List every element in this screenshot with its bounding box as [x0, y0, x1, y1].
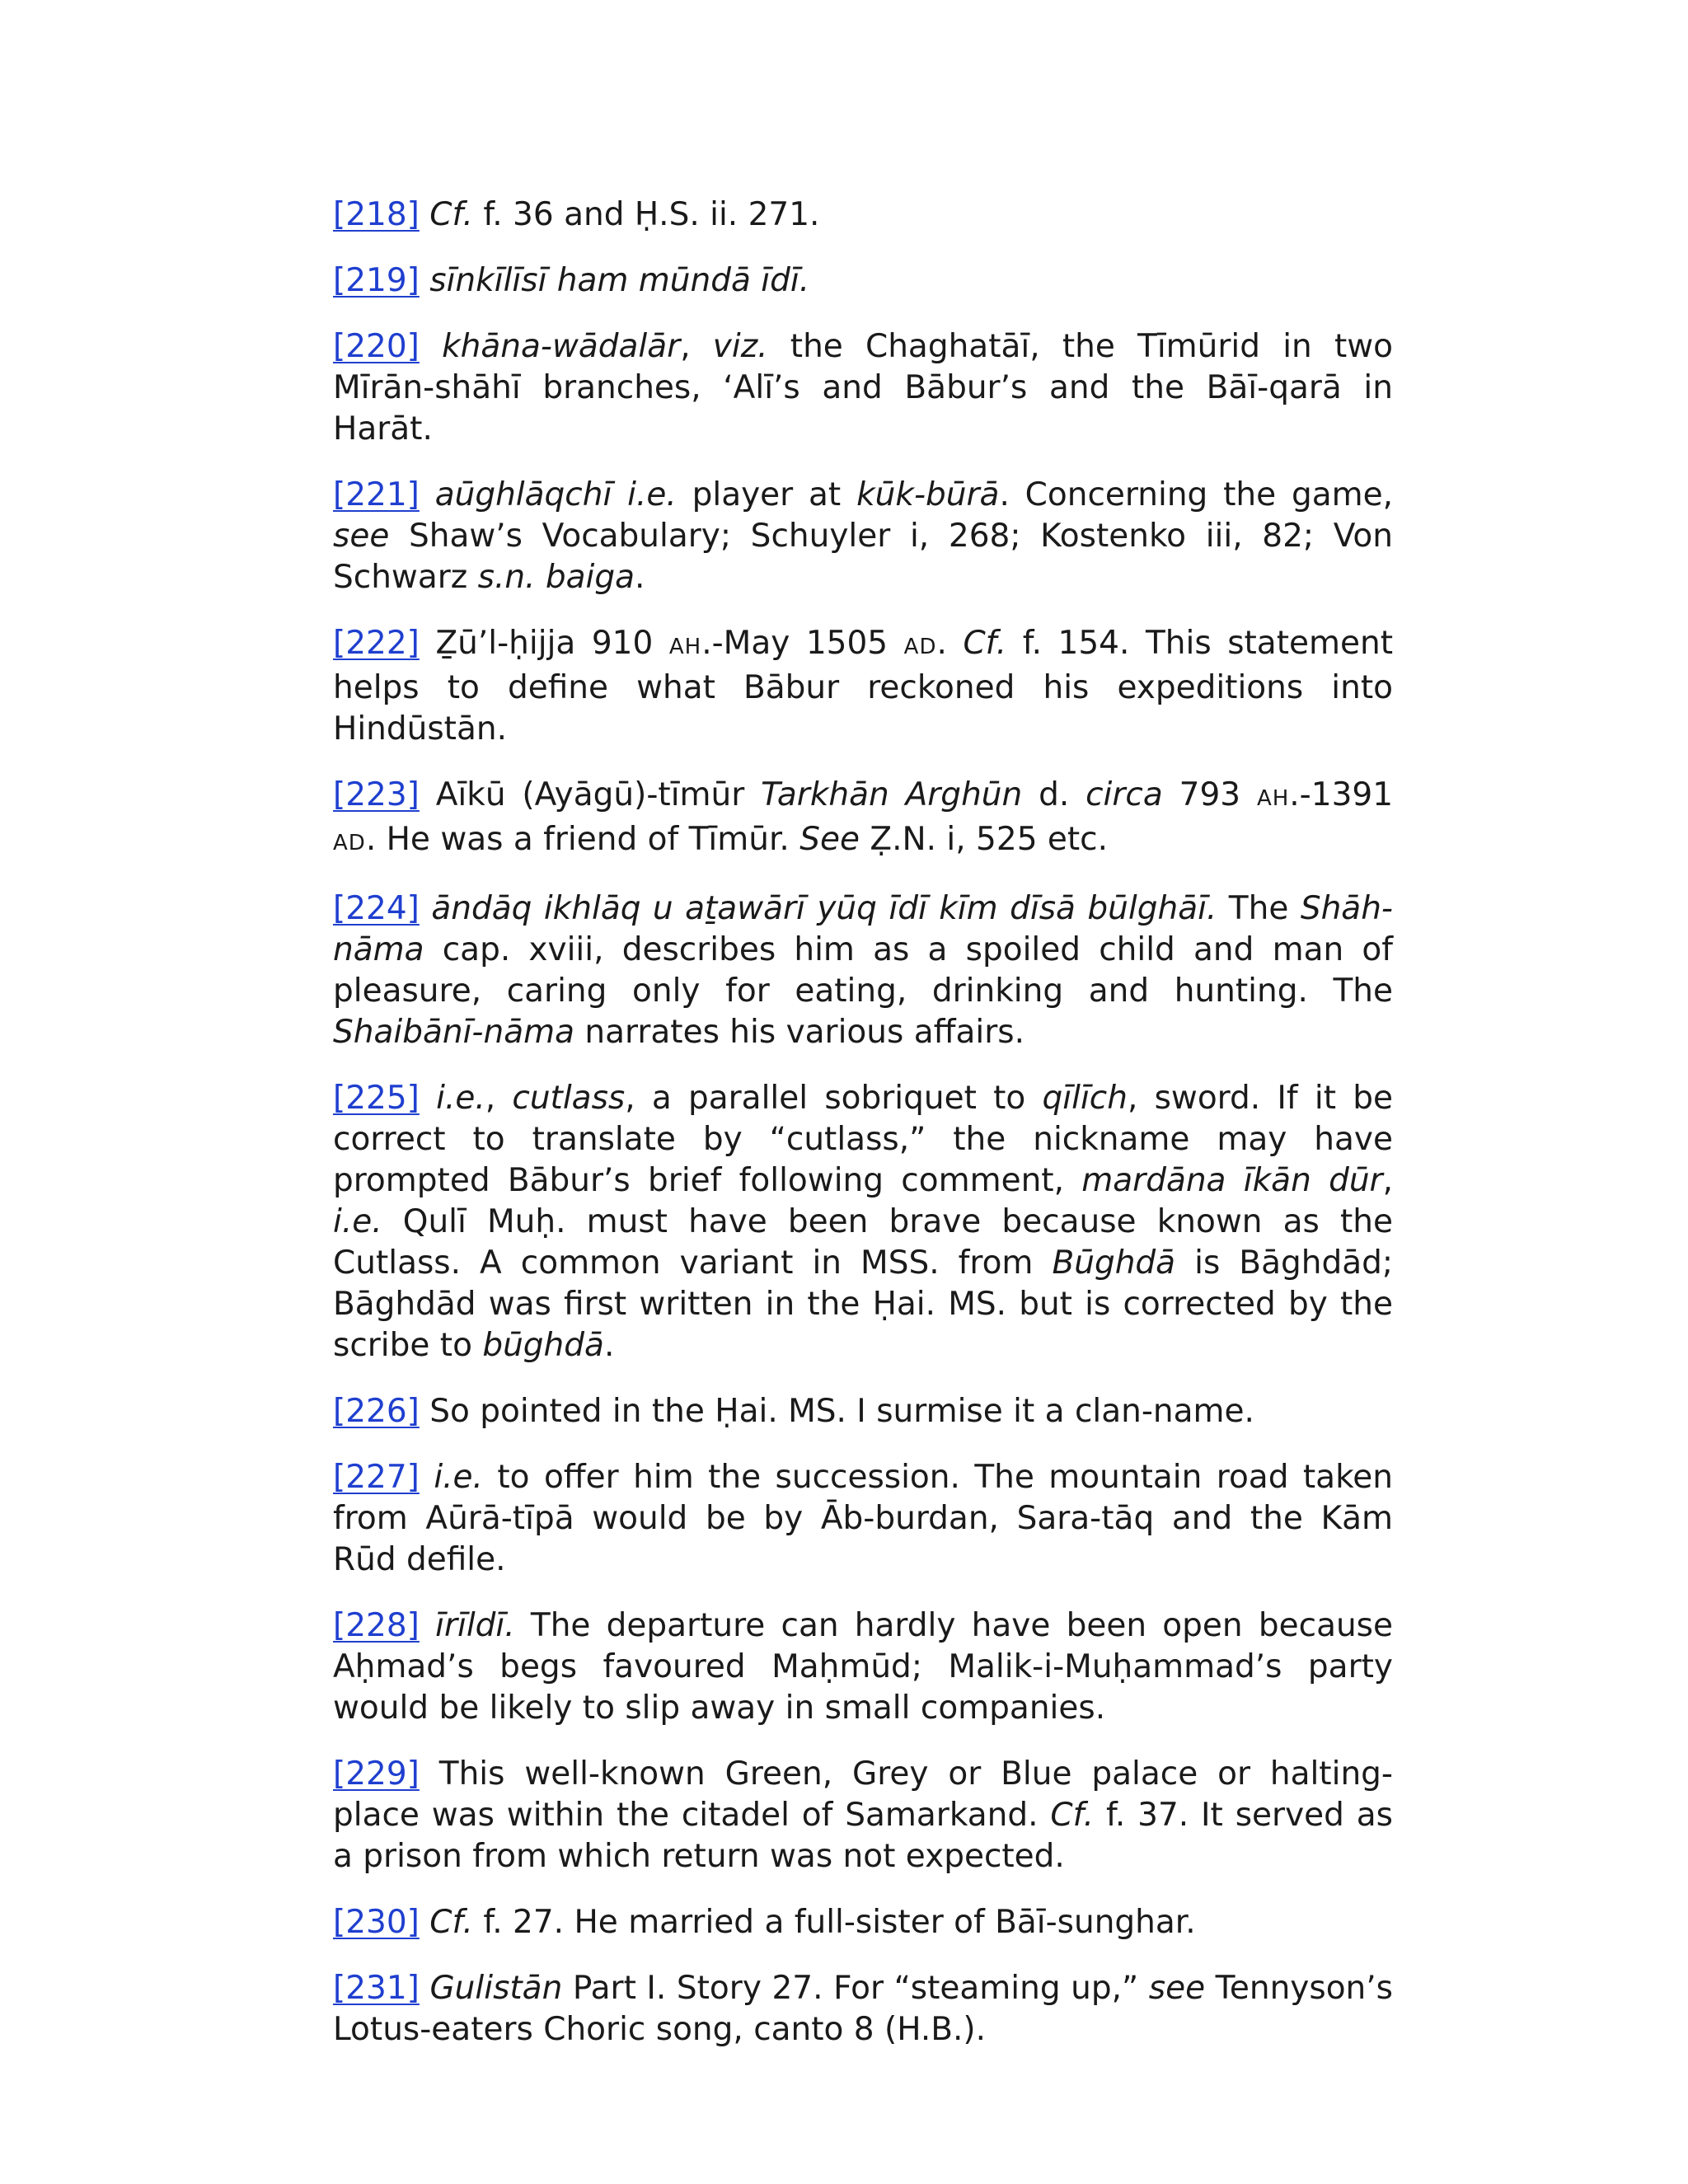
footnote-italic-text: Gulistān — [429, 1970, 563, 2007]
footnote-italic-text: khāna-wādalār — [442, 328, 681, 365]
footnote-italic-text: mardāna īkān dūr — [1081, 1162, 1383, 1199]
footnote-text: Tennyson’s Lotus-eaters Choric song, canto 8 (H.B.). — [333, 1970, 1393, 2048]
footnote-text: Part I. Story 27. For “steaming up,” — [562, 1970, 1149, 2007]
era-abbreviation: AH — [1256, 786, 1290, 811]
footnote-text: Aīkū (Ayāgū)-tīmūr — [435, 776, 762, 813]
footnote-text: the Chaghatāī, the Tīmūrid in two Mīrān-shāhī branches, ‘Alī’s and Bābur’s and the Bāī-qarā in Harāt. — [333, 328, 1393, 448]
footnote-text: , — [485, 1080, 513, 1117]
footnote-text: Ẓ.N. i, 525 etc. — [859, 821, 1109, 858]
footnote-text: . — [635, 559, 645, 596]
footnote-italic-text: see — [333, 518, 390, 555]
footnote-italic-text: qīlīch — [1042, 1080, 1128, 1117]
footnote-backlink[interactable]: [231] — [333, 1970, 420, 2007]
footnote — [333, 623, 1393, 750]
footnote-italic-text: See — [799, 821, 860, 858]
footnote-text: . He was a friend of Tīmūr. — [365, 821, 800, 858]
footnote-text: f. 27. He married a full-sister of Bāī-sunghar. — [472, 1904, 1196, 1941]
footnote-italic-text: Cf. — [429, 1904, 473, 1941]
footnote-italic-text: i.e. — [436, 1080, 485, 1117]
footnote-text: player at — [676, 476, 857, 513]
footnote-italic-text: viz. — [712, 328, 768, 365]
footnote-backlink[interactable]: [225] — [333, 1080, 420, 1117]
footnote-text: Shaw’s Vocabulary; Schuyler i, 268; Kostenko iii, 82; Von Schwarz — [333, 518, 1393, 596]
footnote-text: . — [603, 1327, 615, 1364]
footnote-backlink[interactable]: [223] — [333, 776, 420, 813]
footnote-backlink[interactable]: [220] — [333, 328, 420, 365]
footnote-italic-text: būghdā — [482, 1327, 604, 1364]
footnote — [333, 1754, 1393, 1877]
era-abbreviation: AD — [903, 635, 937, 659]
footnote — [333, 1902, 1393, 1943]
footnote-text: , — [1382, 1162, 1393, 1199]
footnote-text: 793 — [1162, 776, 1257, 813]
footnotes-page — [333, 194, 1393, 2075]
footnote-backlink[interactable]: [219] — [333, 262, 420, 299]
era-abbreviation: AH — [668, 635, 702, 659]
footnote-text: .-May 1505 — [701, 625, 904, 662]
era-abbreviation: AD — [333, 831, 366, 855]
footnote-italic-text: aūghlāqchī i.e. — [434, 476, 677, 513]
footnote-text: d. — [1022, 776, 1086, 813]
footnote — [333, 1391, 1393, 1432]
footnote-italic-text: s.n. baiga — [477, 559, 635, 596]
footnote-italic-text: Cf. — [963, 625, 1007, 662]
footnote — [333, 1078, 1393, 1366]
footnote-text: , a parallel sobriquet to — [625, 1080, 1043, 1117]
footnote-backlink[interactable]: [218] — [333, 196, 420, 233]
footnote-text: , sword. If it be correct to translate by “cutlass,” the nickname may have prompted Bābur’s brief following comment, — [333, 1080, 1394, 1199]
footnote-text: cap. xviii, describes him as a spoiled child and man of pleasure, caring only for eating, drinking and hunting. The — [333, 931, 1393, 1010]
footnote — [333, 475, 1393, 598]
footnote — [333, 1968, 1393, 2050]
footnote-text: . Concerning the game, — [999, 476, 1393, 513]
footnote-italic-text: i.e. — [333, 1203, 382, 1240]
footnote-italic-text: kūk-būrā — [856, 476, 1000, 513]
footnote — [333, 1605, 1393, 1729]
footnote-italic-text: cutlass — [512, 1080, 626, 1117]
footnote-backlink[interactable]: [226] — [333, 1393, 420, 1430]
footnote-text: The departure can hardly have been open because Aḥmad’s begs favoured Maḥmūd; Malik-i-Muḥammad’s party would be likely to slip away in small companies. — [333, 1607, 1393, 1727]
footnote — [333, 888, 1393, 1053]
footnote-text: , — [680, 328, 713, 365]
footnote-text: .-1391 — [1289, 776, 1394, 813]
footnote-text: This well-known Green, Grey or Blue palace or halting-place was within the citadel of Samarkand. — [333, 1755, 1393, 1834]
footnote — [333, 775, 1393, 864]
footnote-text: f. 154. This statement helps to define what Bābur reckoned his expeditions into Hindūstān. — [333, 625, 1393, 748]
footnote — [333, 1457, 1393, 1581]
footnote-backlink[interactable]: [227] — [333, 1459, 420, 1496]
footnote-text: So pointed in the Ḥai. MS. I surmise it a clan-name. — [429, 1393, 1254, 1430]
footnote-italic-text: Shāh-nāma — [333, 890, 1393, 968]
footnote-backlink[interactable]: [229] — [333, 1755, 420, 1793]
footnote-italic-text: i.e. — [434, 1459, 483, 1496]
footnote-italic-text: Cf. — [429, 196, 473, 233]
footnote-text: to offer him the succession. The mountain road taken from Aūrā-tīpā would be by Āb-burdan, Sara-tāq and the Kām Rūd defile. — [333, 1459, 1393, 1578]
footnote-italic-text: circa — [1085, 776, 1163, 813]
footnote-text: . — [936, 625, 964, 662]
footnote-italic-text: Būghdā — [1052, 1244, 1176, 1282]
footnote-italic-text: īrīldī. — [435, 1607, 515, 1644]
footnote-italic-text: Cf. — [1050, 1797, 1095, 1834]
footnote-italic-text: Shaibānī-nāma — [333, 1014, 574, 1051]
footnote-text: f. 36 and Ḥ.S. ii. 271. — [472, 196, 820, 233]
footnote-backlink[interactable]: [222] — [333, 625, 420, 662]
footnote-italic-text: āndāq ikhlāq u aṯawārī yūq īdī kīm dīsā būlghāī. — [431, 890, 1217, 927]
footnote-text: is Bāghdād; Bāghdād was first written in the Ḥai. MS. but is corrected by the scribe to — [333, 1244, 1393, 1364]
footnote-text: Ẕū’l-ḥijja 910 — [435, 625, 669, 662]
footnote — [333, 326, 1393, 450]
footnote-text: Qulī Muḥ. must have been brave because known as the Cutlass. A common variant in MSS. from — [333, 1203, 1393, 1282]
footnote — [333, 194, 1393, 236]
footnote-backlink[interactable]: [230] — [333, 1904, 420, 1941]
footnote-backlink[interactable]: [221] — [333, 476, 420, 513]
footnote-text: The — [1217, 890, 1301, 927]
footnote-italic-text: sīnkīlīsī ham mūndā īdī. — [429, 262, 810, 299]
footnote-text: f. 37. It served as a prison from which return was not expected. — [333, 1797, 1393, 1875]
footnote-text: narrates his various affairs. — [574, 1014, 1025, 1051]
footnote-italic-text: Tarkhān Arghūn — [761, 776, 1023, 813]
footnote — [333, 260, 1393, 302]
footnote-backlink[interactable]: [224] — [333, 890, 420, 927]
footnote-italic-text: see — [1148, 1970, 1206, 2007]
footnote-backlink[interactable]: [228] — [333, 1607, 420, 1644]
